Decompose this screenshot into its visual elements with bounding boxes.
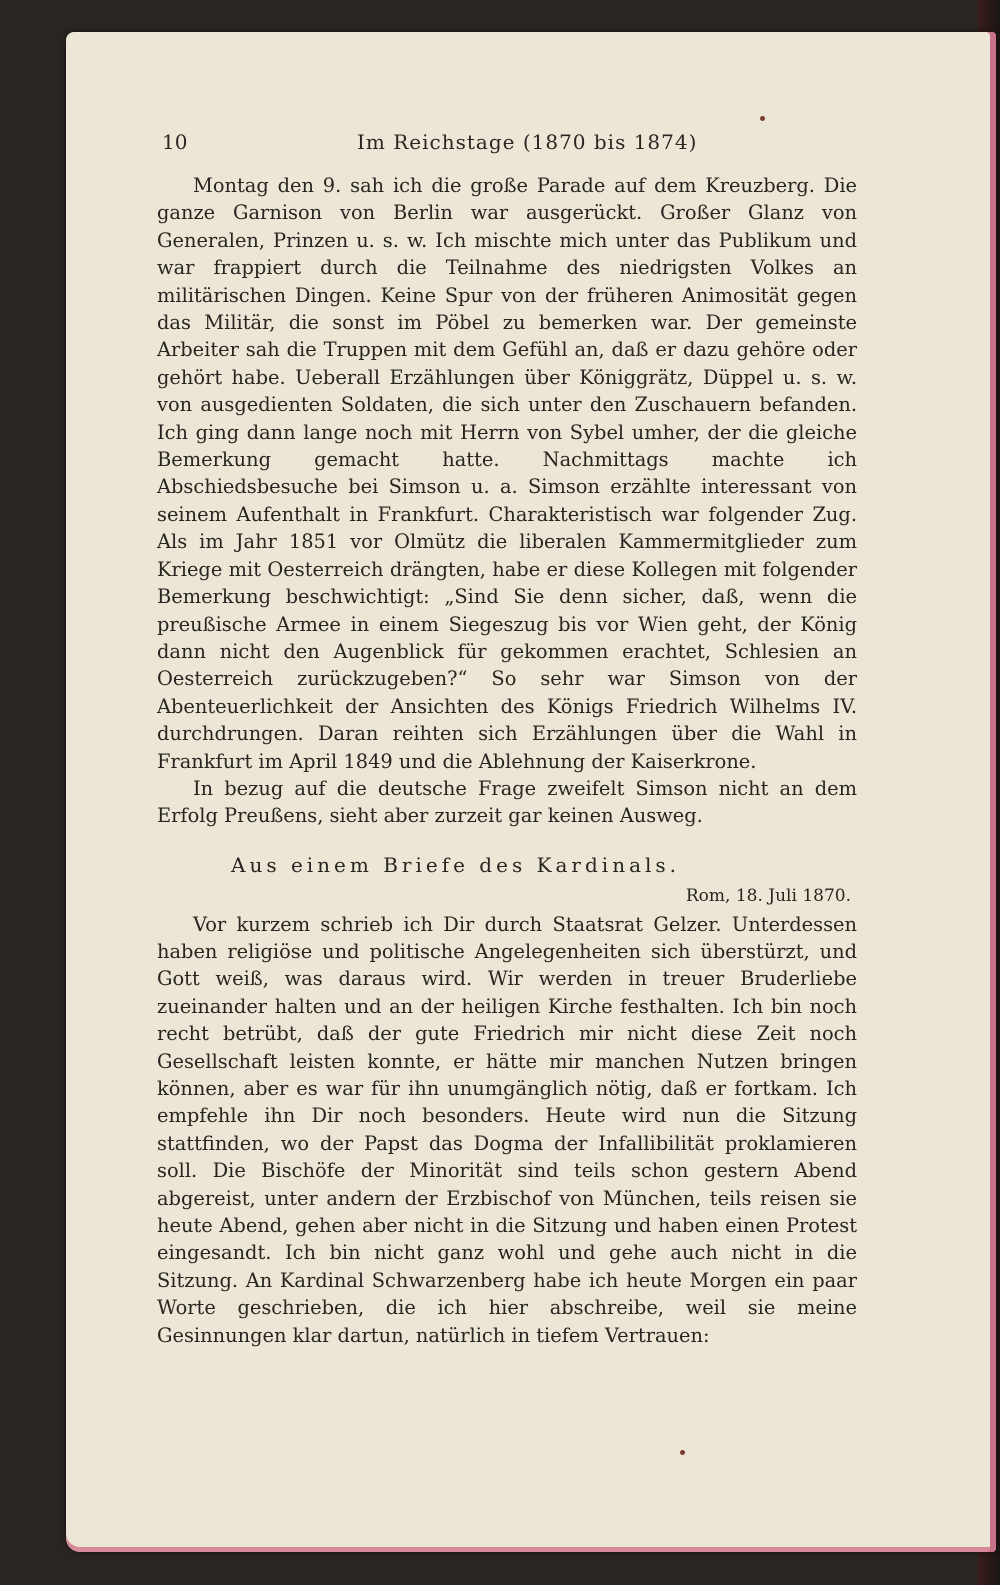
letter-dateline: Rom, 18. Juli 1870. [685, 886, 851, 907]
page-number: 10 [162, 130, 188, 154]
paper-speck [760, 116, 765, 121]
page-body [157, 172, 857, 1349]
paper-speck [680, 1450, 685, 1455]
running-title: Im Reichstage (1870 bis 1874) [357, 130, 698, 154]
paragraph-1: Montag den 9. sah ich die große Parade auf dem Kreuzberg. Die ganze Garnison von Berlin war ausgerückt. Großer Glanz von Generalen, Prinzen u. s. w. Ich mischte mich unter das Publikum und war frappiert durch die Teilnahme des niedrigsten Volkes an militärischen Dingen. Keine Spur von der früheren Animosität gegen das Militär, die sonst im Pöbel zu bemerken war. Der gemeinste Arbeiter sah die Truppen mit dem Gefühl an, daß er dazu gehöre oder gehört habe. Ueberall Erzählungen über Königgrätz, Düppel u. s. w. von ausgedienten Soldaten, die sich unter den Zuschauern befanden. Ich ging dann lange noch mit Herrn von Sybel umher, der die gleiche Bemerkung gemacht hatte. Nachmittags machte ich Abschiedsbesuche bei Simson u. a. Simson erzählte interessant von seinem Aufenthalt in Frankfurt. Charakteristisch war folgender Zug. Als im Jahr 1851 vor Olmütz die liberalen Kammermitglieder zum Kriege mit Oesterreich drängten, habe er diese Kollegen mit folgender Bemerkung beschwichtigt: „Sind Sie denn sicher, daß, wenn die preußische Armee in einem Siegeszug bis vor Wien geht, der König dann nicht den Augenblick für gekommen erachtet, Schlesien an Oesterreich zurückzugeben?“ So sehr war Simson von der Abenteuerlichkeit der Ansichten des Königs Friedrich Wilhelms IV. durchdrungen. Daran reihten sich Erzählungen über die Wahl in Frankfurt im April 1849 und die Ablehnung der Kaiserkrone. [157, 174, 857, 773]
page-header [162, 130, 722, 160]
paragraph-2: In bezug auf die deutsche Frage zweifelt Simson nicht an dem Erfolg Preußens, sieht aber zurzeit gar keinen Ausweg. [157, 776, 857, 828]
letter-text: Vor kurzem schrieb ich Dir durch Staatsrat Gelzer. Unterdessen haben religiöse und politische Angelegenheiten sich überstürzt, und Gott weiß, was daraus wird. Wir werden in treuer Bruderliebe zueinander halten und an der heiligen Kirche festhalten. Ich bin noch recht betrübt, daß der gute Friedrich mir nicht diese Zeit noch Gesellschaft leisten konnte, er hätte mir manchen Nutzen bringen können, aber es war für ihn unumgänglich nötig, daß er fortkam. Ich empfehle ihn Dir noch besonders. Heute wird nun die Sitzung stattfinden, wo der Papst das Dogma der Infallibilität proklamieren soll. Die Bischöfe der Minorität sind teils schon gestern Abend abgereist, unter andern der Erzbischof von München, teils reisen sie heute Abend, gehen aber nicht in die Sitzung und haben einen Protest eingesandt. Ich bin nicht ganz wohl und gehe auch nicht in die Sitzung. An Kardinal Schwarzenberg habe ich heute Morgen ein paar Worte geschrieben, die ich hier abschreibe, weil sie meine Gesinnungen klar dartun, natürlich in tiefem Vertrauen: [157, 912, 857, 1347]
section-heading: Aus einem Briefe des Kardinals. [231, 852, 681, 877]
